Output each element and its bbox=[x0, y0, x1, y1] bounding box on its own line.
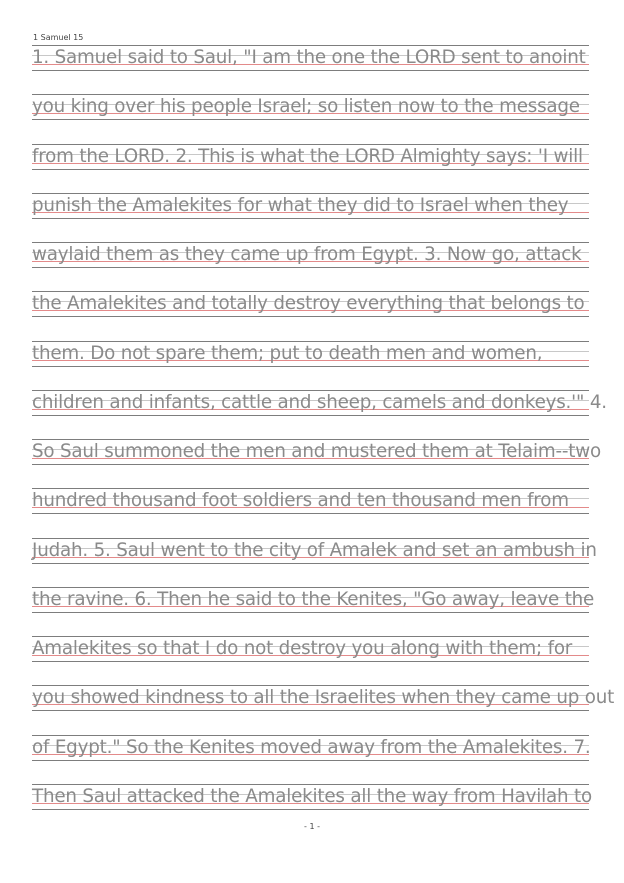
practice-line bbox=[32, 40, 589, 70]
practice-line-text: them. Do not spare them; put to death men and women, bbox=[32, 343, 543, 364]
practice-line-text: the ravine. 6. Then he said to the Kenites, "Go away, leave the bbox=[32, 589, 595, 610]
practice-line bbox=[32, 188, 589, 218]
practice-line bbox=[32, 286, 589, 316]
practice-line-text: of Egypt." So the Kenites moved away from the Amalekites. 7. bbox=[32, 737, 591, 758]
practice-line-text: waylaid them as they came up from Egypt. 3. Now go, attack bbox=[32, 244, 582, 265]
practice-line-text: Judah. 5. Saul went to the city of Amalek and set an ambush in bbox=[32, 540, 597, 561]
practice-line-text: the Amalekites and totally destroy everything that belongs to bbox=[32, 293, 585, 314]
practice-line-text: children and infants, cattle and sheep, camels and donkeys.'" 4. bbox=[32, 392, 607, 413]
practice-line-text: hundred thousand foot soldiers and ten thousand men from bbox=[32, 490, 569, 511]
practice-line bbox=[32, 385, 607, 415]
practice-line-text: Then Saul attacked the Amalekites all the way from Havilah to bbox=[32, 786, 592, 807]
practice-line-text: 1. Samuel said to Saul, "I am the one the LORD sent to anoint bbox=[32, 47, 586, 68]
practice-line bbox=[32, 730, 589, 760]
practice-line-text: you showed kindness to all the Israelites when they came up out bbox=[32, 687, 615, 708]
practice-line bbox=[32, 434, 602, 464]
practice-line bbox=[32, 89, 589, 119]
practice-line bbox=[32, 336, 589, 366]
practice-line bbox=[32, 631, 589, 661]
practice-line bbox=[32, 779, 592, 809]
practice-line bbox=[32, 237, 589, 267]
practice-line-text: Amalekites so that I do not destroy you along with them; for bbox=[32, 638, 573, 659]
practice-line-text: punish the Amalekites for what they did to Israel when they bbox=[32, 195, 569, 216]
practice-line bbox=[32, 483, 589, 513]
practice-line bbox=[32, 533, 597, 563]
practice-line-text: from the LORD. 2. This is what the LORD Almighty says: 'I will bbox=[32, 146, 583, 167]
page-header-title: 1 Samuel 15 bbox=[33, 33, 84, 42]
practice-line bbox=[32, 139, 589, 169]
practice-line-text: you king over his people Israel; so listen now to the message bbox=[32, 96, 580, 117]
practice-line bbox=[32, 680, 615, 710]
practice-line-text: So Saul summoned the men and mustered them at Telaim--two bbox=[32, 441, 602, 462]
practice-line bbox=[32, 582, 595, 612]
handwriting-practice-sheet bbox=[32, 0, 615, 883]
page-number: - 1 - bbox=[304, 822, 320, 831]
